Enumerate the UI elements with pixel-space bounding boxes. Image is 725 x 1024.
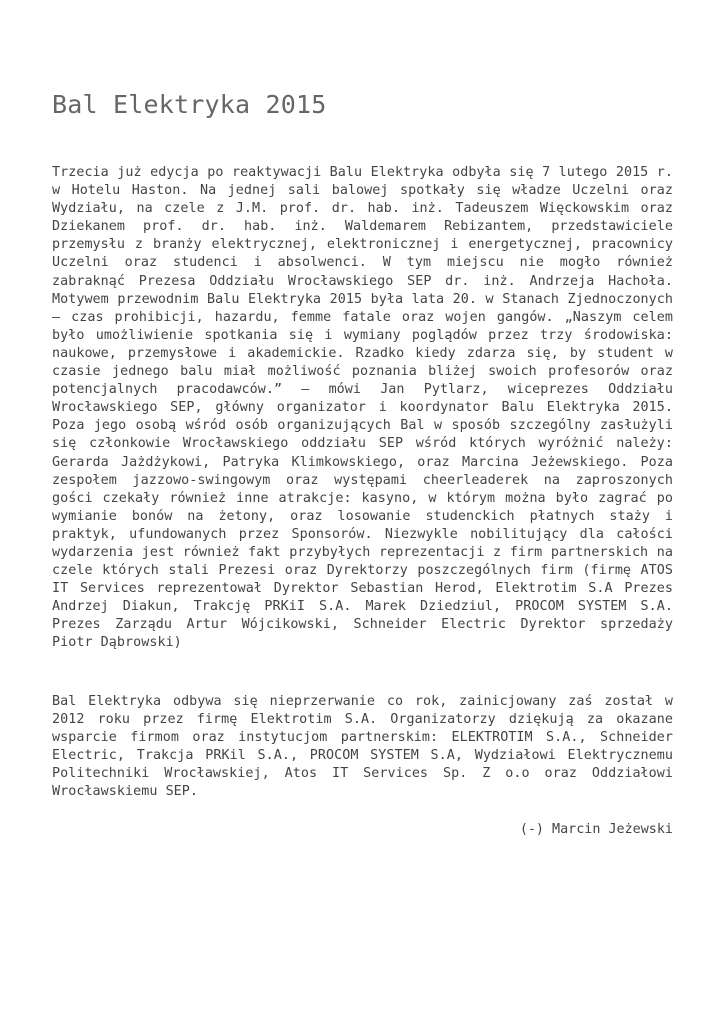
- article-title: Bal Elektryka 2015: [52, 90, 327, 119]
- article-paragraph-1: Trzecia już edycja po reaktywacji Balu Elektryka odbyła się 7 lutego 2015 r. w Hotelu Haston. Na jednej sali balowej spotkały się władze Uczelni oraz Wydziału, na czele z J.M. prof. dr. hab. inż. Tadeuszem Więckowskim oraz Dziekanem prof. dr. hab. inż. Waldemarem Rebizantem, przedstawiciele przemysłu z branży elektrycznej, elektronicznej i energetycznej, pracownicy Uczelni oraz studenci i absolwenci. W tym miejscu nie mogło również zabraknąć Prezesa Oddziału Wrocławskiego SEP dr. inż. Andrzeja Hachoła. Motywem przewodnim Balu Elektryka 2015 była lata 20. w Stanach Zjednoczonych – czas prohibicji, hazardu, femme fatale oraz wojen gangów. „Naszym celem było umożliwienie spotkania się i wymiany poglądów przez trzy środowiska: naukowe, przemysłowe i akademickie. Rzadko kiedy zdarza się, by student w czasie jednego balu miał możliwość poznania bliżej swoich profesorów oraz potencjalnych pracodawców.” – mówi Jan Pytlarz, wiceprezes Oddziału Wrocławskiego SEP, główny organizator i koordynator Balu Elektryka 2015. Poza jego osobą wśród osób organizujących Bal w sposób szczególny zasłużyli się członkowie Wrocławskiego oddziału SEP wśród których wyróżnić należy: Gerarda Jażdżykowi, Patryka Klimkowskiego, oraz Marcina Jeżewskiego. Poza zespołem jazzowo-swingowym oraz występami cheerleaderek na zaproszonych gości czekały również inne atrakcje: kasyno, w którym można było zagrać po wymianie bonów na żetony, oraz losowanie studenckich płatnych staży i praktyk, ufundowanych przez Sponsorów. Niezwykle nobilitujący dla całości wydarzenia jest również fakt przybyłych reprezentacji z firm partnerskich na czele których stali Prezesi oraz Dyrektorzy poszczególnych firm (firmę ATOS IT Services reprezentował Dyrektor Sebastian Herod, Elektrotim S.A Prezes Andrzej Diakun, Trakcję PRKiI S.A. Marek Dziedziul, PROCOM SYSTEM S.A. Prezes Zarządu Artur Wójcikowski, Schneider Electric Dyrektor sprzedaży Piotr Dąbrowski): [52, 165, 673, 651]
- author-signature: (-) Marcin Jeżewski: [519, 822, 673, 837]
- article-paragraph-2: Bal Elektryka odbywa się nieprzerwanie co rok, zainicjowany zaś został w 2012 roku przez firmę Elektrotim S.A. Organizatorzy dziękują za okazane wsparcie firmom oraz instytucjom partnerskim: ELEKTROTIM S.A., Schneider Electric, Trakcja PRKil S.A., PROCOM SYSTEM S.A, Wydziałowi Elektrycznemu Politechniki Wrocławskiej, Atos IT Services Sp. Z o.o oraz Oddziałowi Wrocławskiemu SEP.: [52, 694, 673, 800]
